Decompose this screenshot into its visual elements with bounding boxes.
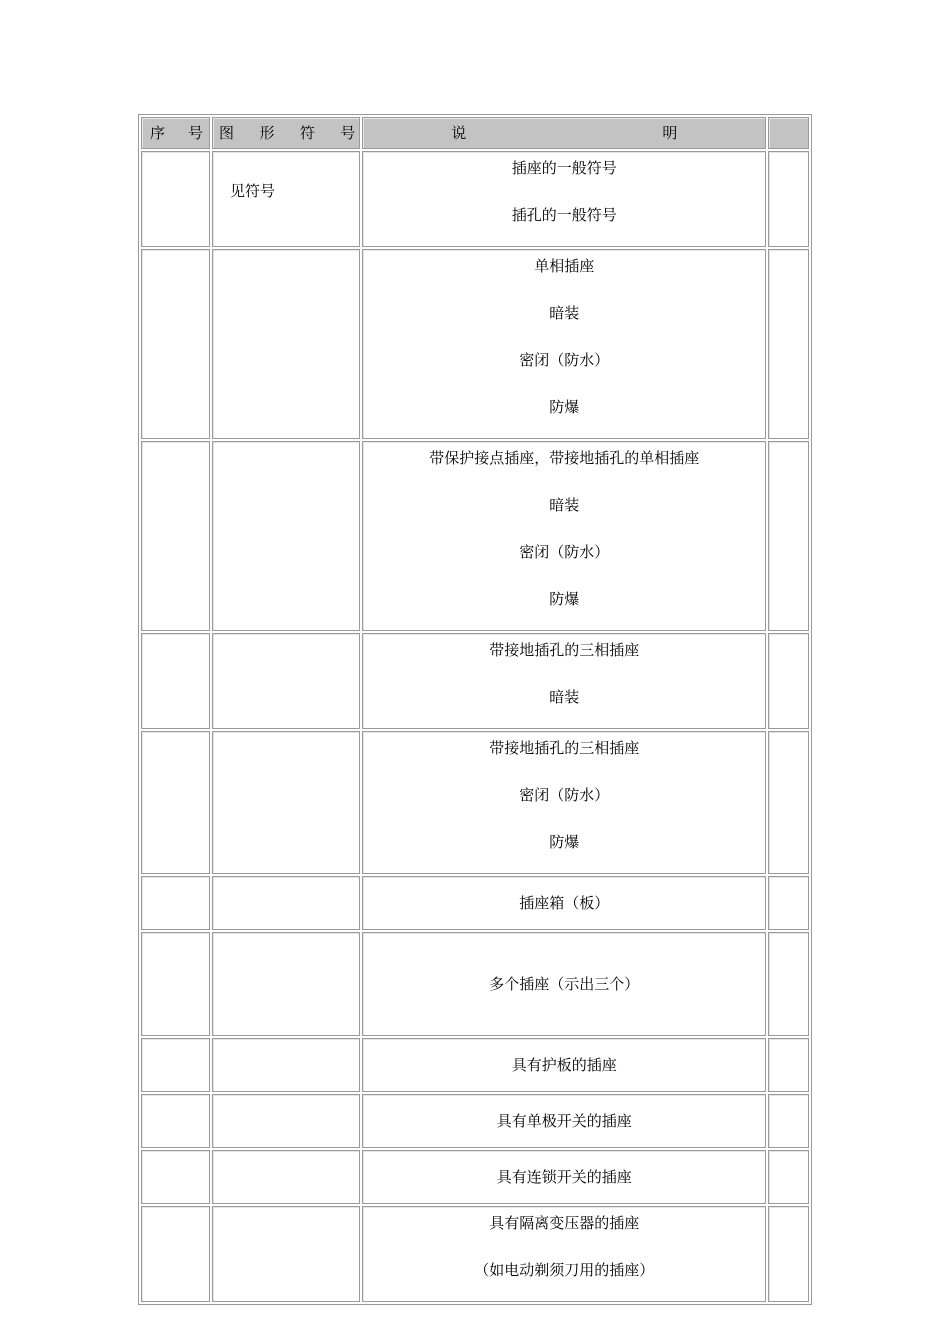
table-row: [141, 633, 809, 729]
cell-extra: [768, 932, 809, 1036]
description-line: 防爆: [549, 398, 580, 416]
cell-description: [362, 249, 766, 439]
cell-extra: [768, 1094, 809, 1148]
cell-seq: [141, 633, 210, 729]
description-line: 带保护接点插座，带接地插孔的单相插座: [429, 449, 700, 467]
cell-description: [362, 441, 766, 631]
cell-extra: [768, 441, 809, 631]
cell-description: [362, 633, 766, 729]
description-line: 防爆: [549, 590, 580, 608]
description-line: 插座箱（板）: [519, 894, 610, 912]
header-fig-char: 形: [259, 124, 275, 142]
cell-seq: [141, 876, 210, 930]
cell-seq: [141, 1038, 210, 1092]
table-row: [141, 876, 809, 930]
header-seq-char: 号: [188, 124, 204, 142]
cell-extra: [768, 1150, 809, 1204]
table-row: [141, 731, 809, 874]
description-line: 带接地插孔的三相插座: [489, 641, 640, 659]
cell-seq: [141, 731, 210, 874]
cell-seq: [141, 932, 210, 1036]
description-line: 带接地插孔的三相插座: [489, 739, 640, 757]
figure-note: 见符号: [230, 182, 276, 200]
description-line: 密闭（防水）: [519, 351, 610, 369]
cell-description: [362, 1206, 766, 1302]
description-line: 具有护板的插座: [511, 1056, 617, 1074]
description-line: 具有单极开关的插座: [496, 1112, 632, 1130]
cell-figure: [212, 151, 360, 247]
description-line: 插座的一般符号: [511, 159, 617, 177]
cell-figure: [212, 1206, 360, 1302]
description-line: 暗装: [549, 688, 580, 706]
cell-extra: [768, 633, 809, 729]
description-line: 防爆: [549, 833, 580, 851]
table-row: [141, 1206, 809, 1302]
header-seq-char: 序: [150, 124, 166, 142]
header-seq: [141, 117, 210, 149]
header-desc-char: 明: [662, 124, 678, 142]
description-line: 插孔的一般符号: [511, 206, 617, 224]
description-line: 密闭（防水）: [519, 786, 610, 804]
header-fig-char: 号: [340, 124, 356, 142]
cell-figure: [212, 1150, 360, 1204]
cell-description: [362, 932, 766, 1036]
cell-description: [362, 1094, 766, 1148]
cell-extra: [768, 731, 809, 874]
header-description: [362, 117, 766, 149]
cell-seq: [141, 1150, 210, 1204]
header-desc-char: 说: [451, 124, 467, 142]
description-line: 暗装: [549, 304, 580, 322]
cell-figure: [212, 633, 360, 729]
cell-description: [362, 1150, 766, 1204]
table-row: [141, 441, 809, 631]
description-line: 密闭（防水）: [519, 543, 610, 561]
cell-description: [362, 151, 766, 247]
header-figure: [212, 117, 360, 149]
cell-extra: [768, 151, 809, 247]
table-row: [141, 151, 809, 247]
cell-seq: [141, 151, 210, 247]
header-fig-char: 图: [219, 124, 235, 142]
description-line: 暗装: [549, 496, 580, 514]
symbol-table: [138, 114, 812, 1305]
cell-seq: [141, 1094, 210, 1148]
cell-extra: [768, 1038, 809, 1092]
table-row: [141, 1038, 809, 1092]
description-line: （如电动剃须刀用的插座）: [474, 1261, 655, 1279]
cell-extra: [768, 1206, 809, 1302]
cell-figure: [212, 932, 360, 1036]
description-line: 多个插座（示出三个）: [489, 975, 640, 993]
table-row: [141, 1094, 809, 1148]
cell-figure: [212, 731, 360, 874]
cell-figure: [212, 249, 360, 439]
header-fig-char: 符: [299, 124, 315, 142]
cell-figure: [212, 1094, 360, 1148]
cell-description: [362, 731, 766, 874]
cell-figure: [212, 1038, 360, 1092]
table-row: [141, 1150, 809, 1204]
description-line: 具有隔离变压器的插座: [489, 1214, 640, 1232]
table-row: [141, 249, 809, 439]
cell-extra: [768, 249, 809, 439]
cell-seq: [141, 1206, 210, 1302]
description-line: 具有连锁开关的插座: [496, 1168, 632, 1186]
header-extra: [768, 117, 809, 149]
cell-seq: [141, 249, 210, 439]
table-row: [141, 932, 809, 1036]
header-row: [141, 117, 809, 149]
cell-description: [362, 876, 766, 930]
cell-figure: [212, 441, 360, 631]
cell-extra: [768, 876, 809, 930]
cell-description: [362, 1038, 766, 1092]
cell-figure: [212, 876, 360, 930]
cell-seq: [141, 441, 210, 631]
description-line: 单相插座: [534, 257, 595, 275]
